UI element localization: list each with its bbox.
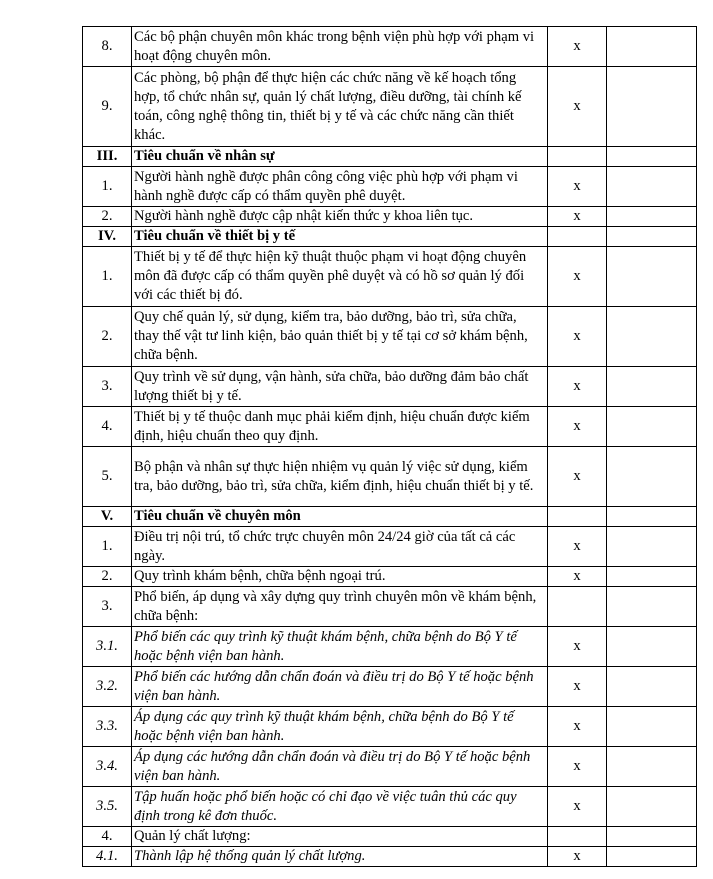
row-mark-cell: x — [548, 787, 607, 827]
row-mark-cell: x — [548, 447, 607, 507]
row-empty-cell — [607, 447, 697, 507]
row-criterion-text: Tiêu chuẩn về thiết bị y tế — [132, 227, 548, 247]
row-criterion-text: Áp dụng các hướng dẫn chẩn đoán và điều trị do Bộ Y tế hoặc bệnh viện ban hành. — [132, 747, 548, 787]
row-mark-cell: x — [548, 247, 607, 307]
table-row — [83, 167, 697, 207]
row-criterion-text: Phổ biến các hướng dẫn chẩn đoán và điều trị do Bộ Y tế hoặc bệnh viện ban hành. — [132, 667, 548, 707]
table-row — [83, 667, 697, 707]
row-number: 1. — [83, 167, 132, 207]
row-number: 3.4. — [83, 747, 132, 787]
table-row — [83, 787, 697, 827]
row-number: 4.1. — [83, 847, 132, 867]
row-criterion-text: Tiêu chuẩn về nhân sự — [132, 147, 548, 167]
row-number: 3.3. — [83, 707, 132, 747]
row-number: 3. — [83, 587, 132, 627]
row-number: V. — [83, 507, 132, 527]
row-mark-cell: x — [548, 747, 607, 787]
row-criterion-text: Phổ biến, áp dụng và xây dựng quy trình chuyên môn về khám bệnh, chữa bệnh: — [132, 587, 548, 627]
table-row — [83, 247, 697, 307]
row-mark-cell — [548, 227, 607, 247]
row-number: 5. — [83, 447, 132, 507]
table-row — [83, 447, 697, 507]
row-empty-cell — [607, 407, 697, 447]
table-row — [83, 567, 697, 587]
row-criterion-text: Tập huấn hoặc phổ biến hoặc có chỉ đạo về việc tuân thủ các quy định trong kê đơn thuốc. — [132, 787, 548, 827]
row-empty-cell — [607, 167, 697, 207]
section-row — [83, 507, 697, 527]
row-number: 3.2. — [83, 667, 132, 707]
row-empty-cell — [607, 707, 697, 747]
row-empty-cell — [607, 67, 697, 147]
row-number: 8. — [83, 27, 132, 67]
row-criterion-text: Phổ biến các quy trình kỹ thuật khám bệnh, chữa bệnh do Bộ Y tế hoặc bệnh viện ban hành. — [132, 627, 548, 667]
row-mark-cell — [548, 587, 607, 627]
table-row — [83, 527, 697, 567]
row-empty-cell — [607, 567, 697, 587]
row-number: 9. — [83, 67, 132, 147]
table-row — [83, 407, 697, 447]
row-criterion-text: Thiết bị y tế thuộc danh mục phải kiểm định, hiệu chuẩn được kiểm định, hiệu chuẩn theo quy định. — [132, 407, 548, 447]
table-row — [83, 307, 697, 367]
row-criterion-text: Thiết bị y tế để thực hiện kỹ thuật thuộc phạm vi hoạt động chuyên môn đã được cấp có thẩm quyền phê duyệt và có hồ sơ quản lý đối với các thiết bị đó. — [132, 247, 548, 307]
row-criterion-text: Quy chế quản lý, sử dụng, kiểm tra, bảo dưỡng, bảo trì, sửa chữa, thay thế vật tư linh kiện, bảo quản thiết bị y tế tại cơ sở khám bệnh, chữa bệnh. — [132, 307, 548, 367]
row-mark-cell: x — [548, 367, 607, 407]
row-criterion-text: Thành lập hệ thống quản lý chất lượng. — [132, 847, 548, 867]
row-number: 1. — [83, 247, 132, 307]
row-criterion-text: Tiêu chuẩn về chuyên môn — [132, 507, 548, 527]
row-number: 4. — [83, 827, 132, 847]
row-empty-cell — [607, 367, 697, 407]
row-mark-cell — [548, 507, 607, 527]
row-empty-cell — [607, 667, 697, 707]
row-mark-cell: x — [548, 667, 607, 707]
row-number: 4. — [83, 407, 132, 447]
row-empty-cell — [607, 507, 697, 527]
row-number: 2. — [83, 307, 132, 367]
row-criterion-text: Người hành nghề được phân công công việc phù hợp với phạm vi hành nghề được cấp có thẩm quyền phê duyệt. — [132, 167, 548, 207]
table-row — [83, 847, 697, 867]
table-row — [83, 627, 697, 667]
table-row — [83, 587, 697, 627]
row-number: 2. — [83, 207, 132, 227]
row-number: 3.1. — [83, 627, 132, 667]
row-criterion-text: Quản lý chất lượng: — [132, 827, 548, 847]
row-mark-cell: x — [548, 207, 607, 227]
row-empty-cell — [607, 147, 697, 167]
row-criterion-text: Quy trình khám bệnh, chữa bệnh ngoại trú. — [132, 567, 548, 587]
row-empty-cell — [607, 847, 697, 867]
row-empty-cell — [607, 587, 697, 627]
row-mark-cell: x — [548, 67, 607, 147]
row-mark-cell: x — [548, 407, 607, 447]
row-number: 3.5. — [83, 787, 132, 827]
row-empty-cell — [607, 207, 697, 227]
row-mark-cell: x — [548, 567, 607, 587]
table-row — [83, 367, 697, 407]
row-mark-cell: x — [548, 167, 607, 207]
row-mark-cell: x — [548, 307, 607, 367]
row-number: III. — [83, 147, 132, 167]
row-mark-cell: x — [548, 527, 607, 567]
row-empty-cell — [607, 27, 697, 67]
row-empty-cell — [607, 307, 697, 367]
section-row — [83, 147, 697, 167]
row-empty-cell — [607, 227, 697, 247]
row-criterion-text: Áp dụng các quy trình kỹ thuật khám bệnh, chữa bệnh do Bộ Y tế hoặc bệnh viện ban hành. — [132, 707, 548, 747]
row-empty-cell — [607, 827, 697, 847]
criteria-table-body — [83, 27, 697, 867]
section-row — [83, 227, 697, 247]
row-mark-cell — [548, 827, 607, 847]
row-criterion-text: Quy trình về sử dụng, vận hành, sửa chữa, bảo dưỡng đảm bảo chất lượng thiết bị y tế. — [132, 367, 548, 407]
row-mark-cell: x — [548, 707, 607, 747]
row-empty-cell — [607, 747, 697, 787]
row-number: 1. — [83, 527, 132, 567]
row-mark-cell: x — [548, 847, 607, 867]
table-row — [83, 707, 697, 747]
row-number: 2. — [83, 567, 132, 587]
row-number: IV. — [83, 227, 132, 247]
row-empty-cell — [607, 627, 697, 667]
row-empty-cell — [607, 247, 697, 307]
criteria-table — [82, 26, 697, 867]
row-mark-cell: x — [548, 27, 607, 67]
row-criterion-text: Điều trị nội trú, tổ chức trực chuyên môn 24/24 giờ của tất cả các ngày. — [132, 527, 548, 567]
table-row — [83, 67, 697, 147]
table-row — [83, 827, 697, 847]
table-row — [83, 747, 697, 787]
row-criterion-text: Các phòng, bộ phận để thực hiện các chức năng về kế hoạch tổng hợp, tổ chức nhân sự, quản lý chất lượng, điều dưỡng, tài chính kế toán, công nghệ thông tin, thiết bị y tế và các chức năng cần thiết khác. — [132, 67, 548, 147]
row-empty-cell — [607, 787, 697, 827]
table-row — [83, 27, 697, 67]
row-number: 3. — [83, 367, 132, 407]
row-criterion-text: Bộ phận và nhân sự thực hiện nhiệm vụ quản lý việc sử dụng, kiểm tra, bảo dưỡng, bảo trì, sửa chữa, kiểm định, hiệu chuẩn thiết bị y tế. — [132, 447, 548, 507]
row-mark-cell: x — [548, 627, 607, 667]
row-mark-cell — [548, 147, 607, 167]
row-criterion-text: Các bộ phận chuyên môn khác trong bệnh viện phù hợp với phạm vi hoạt động chuyên môn. — [132, 27, 548, 67]
table-row — [83, 207, 697, 227]
row-empty-cell — [607, 527, 697, 567]
row-criterion-text: Người hành nghề được cập nhật kiến thức y khoa liên tục. — [132, 207, 548, 227]
